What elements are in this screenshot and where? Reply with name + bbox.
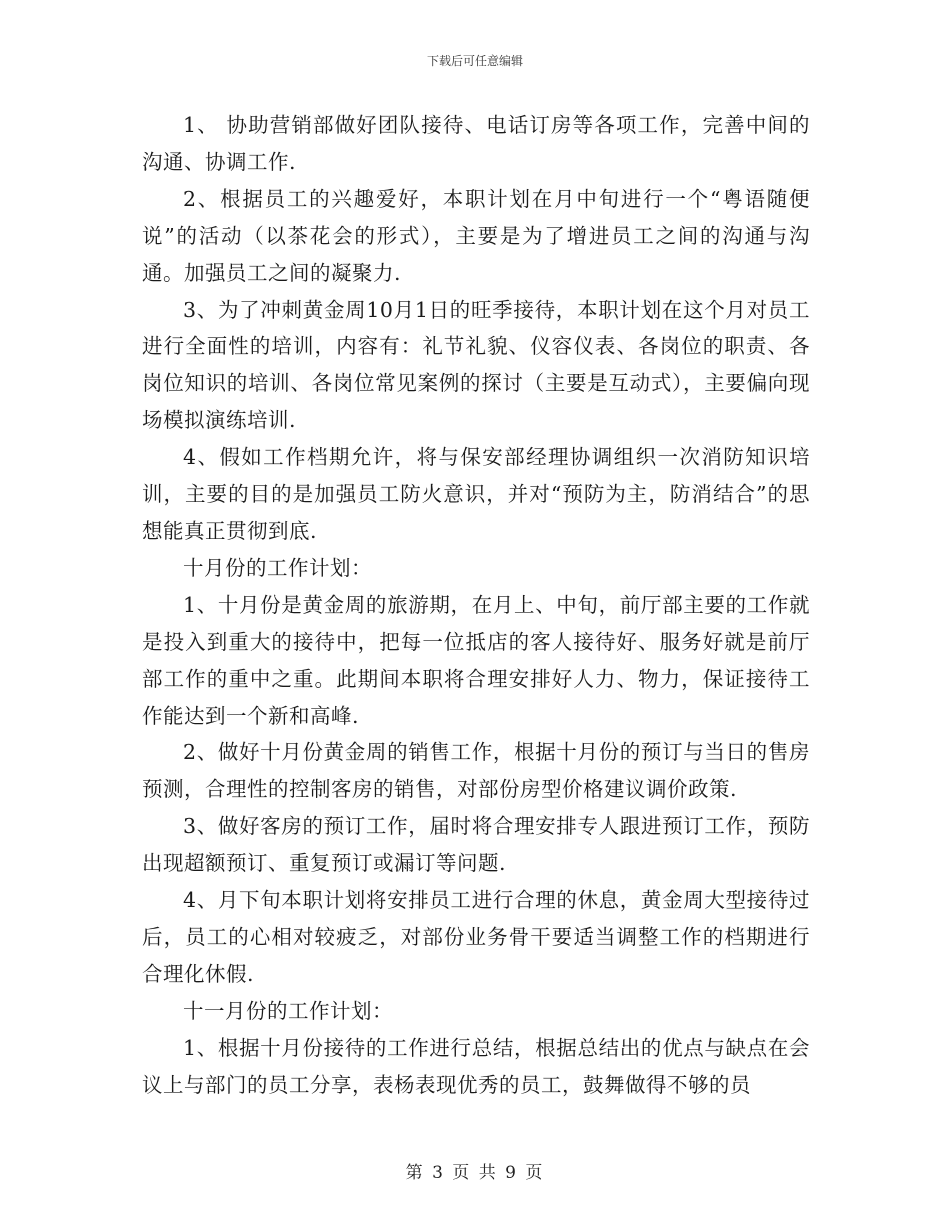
paragraph: 2、根据员工的兴趣爱好，本职计划在月中旬进行一个“粤语随便说”的活动（以茶花会的形式），主要是为了增进员工之间的沟通与沟通。加强员工之间的凝聚力. [142,186,810,285]
paragraph: 1、 协助营销部做好团队接待、电话订房等各项工作，完善中间的沟通、协调工作. [142,113,810,174]
paragraph: 4、月下旬本职计划将安排员工进行合理的休息，黄金周大型接待过后，员工的心相对较疲乏，对部份业务骨干要适当调整工作的档期进行合理化休假. [142,888,810,986]
paragraph: 3、做好客房的预订工作，届时将合理安排专人跟进预订工作，预防出现超额预订、重复预订或漏订等问题. [142,814,810,876]
section-heading-november: 十一月份的工作计划： [183,998,393,1023]
paragraph: 4、假如工作档期允许，将与保安部经理协调组织一次消防知识培训，主要的目的是加强员工防火意识，并对“预防为主，防消结合”的思想能真正贯彻到底. [142,445,810,543]
page-number: 第 3 页 共 9 页 [405,1163,545,1183]
paragraph: 1、十月份是黄金周的旅游期，在月上、中旬，前厅部主要的工作就是投入到重大的接待中，把每一位抵店的客人接待好、服务好就是前厅部工作的重中之重。此期间本职将合理安排好人力、物力，保证接待工作能达到一个新和高峰. [142,592,810,728]
page-header-note: 下载后可任意编辑 [426,54,523,68]
paragraph: 1、根据十月份接待的工作进行总结，根据总结出的优点与缺点在会议上与部门的员工分享，表杨表现优秀的员工，鼓舞做得不够的员 [142,1035,810,1097]
document-body [142,107,810,1103]
paragraph: 2、做好十月份黄金周的销售工作，根据十月份的预订与当日的售房预测，合理性的控制客房的销售，对部份房型价格建议调价政策. [142,740,810,802]
paragraph: 3、为了冲刺黄金周10月1日的旺季接待，本职计划在这个月对员工进行全面性的培训，内容有：礼节礼貌、仪容仪表、各岗位的职责、各岗位知识的培训、各岗位常见案例的探讨（主要是互动式），主要偏向现场模拟演练培训. [142,297,810,433]
section-heading-october: 十月份的工作计划： [183,555,372,580]
